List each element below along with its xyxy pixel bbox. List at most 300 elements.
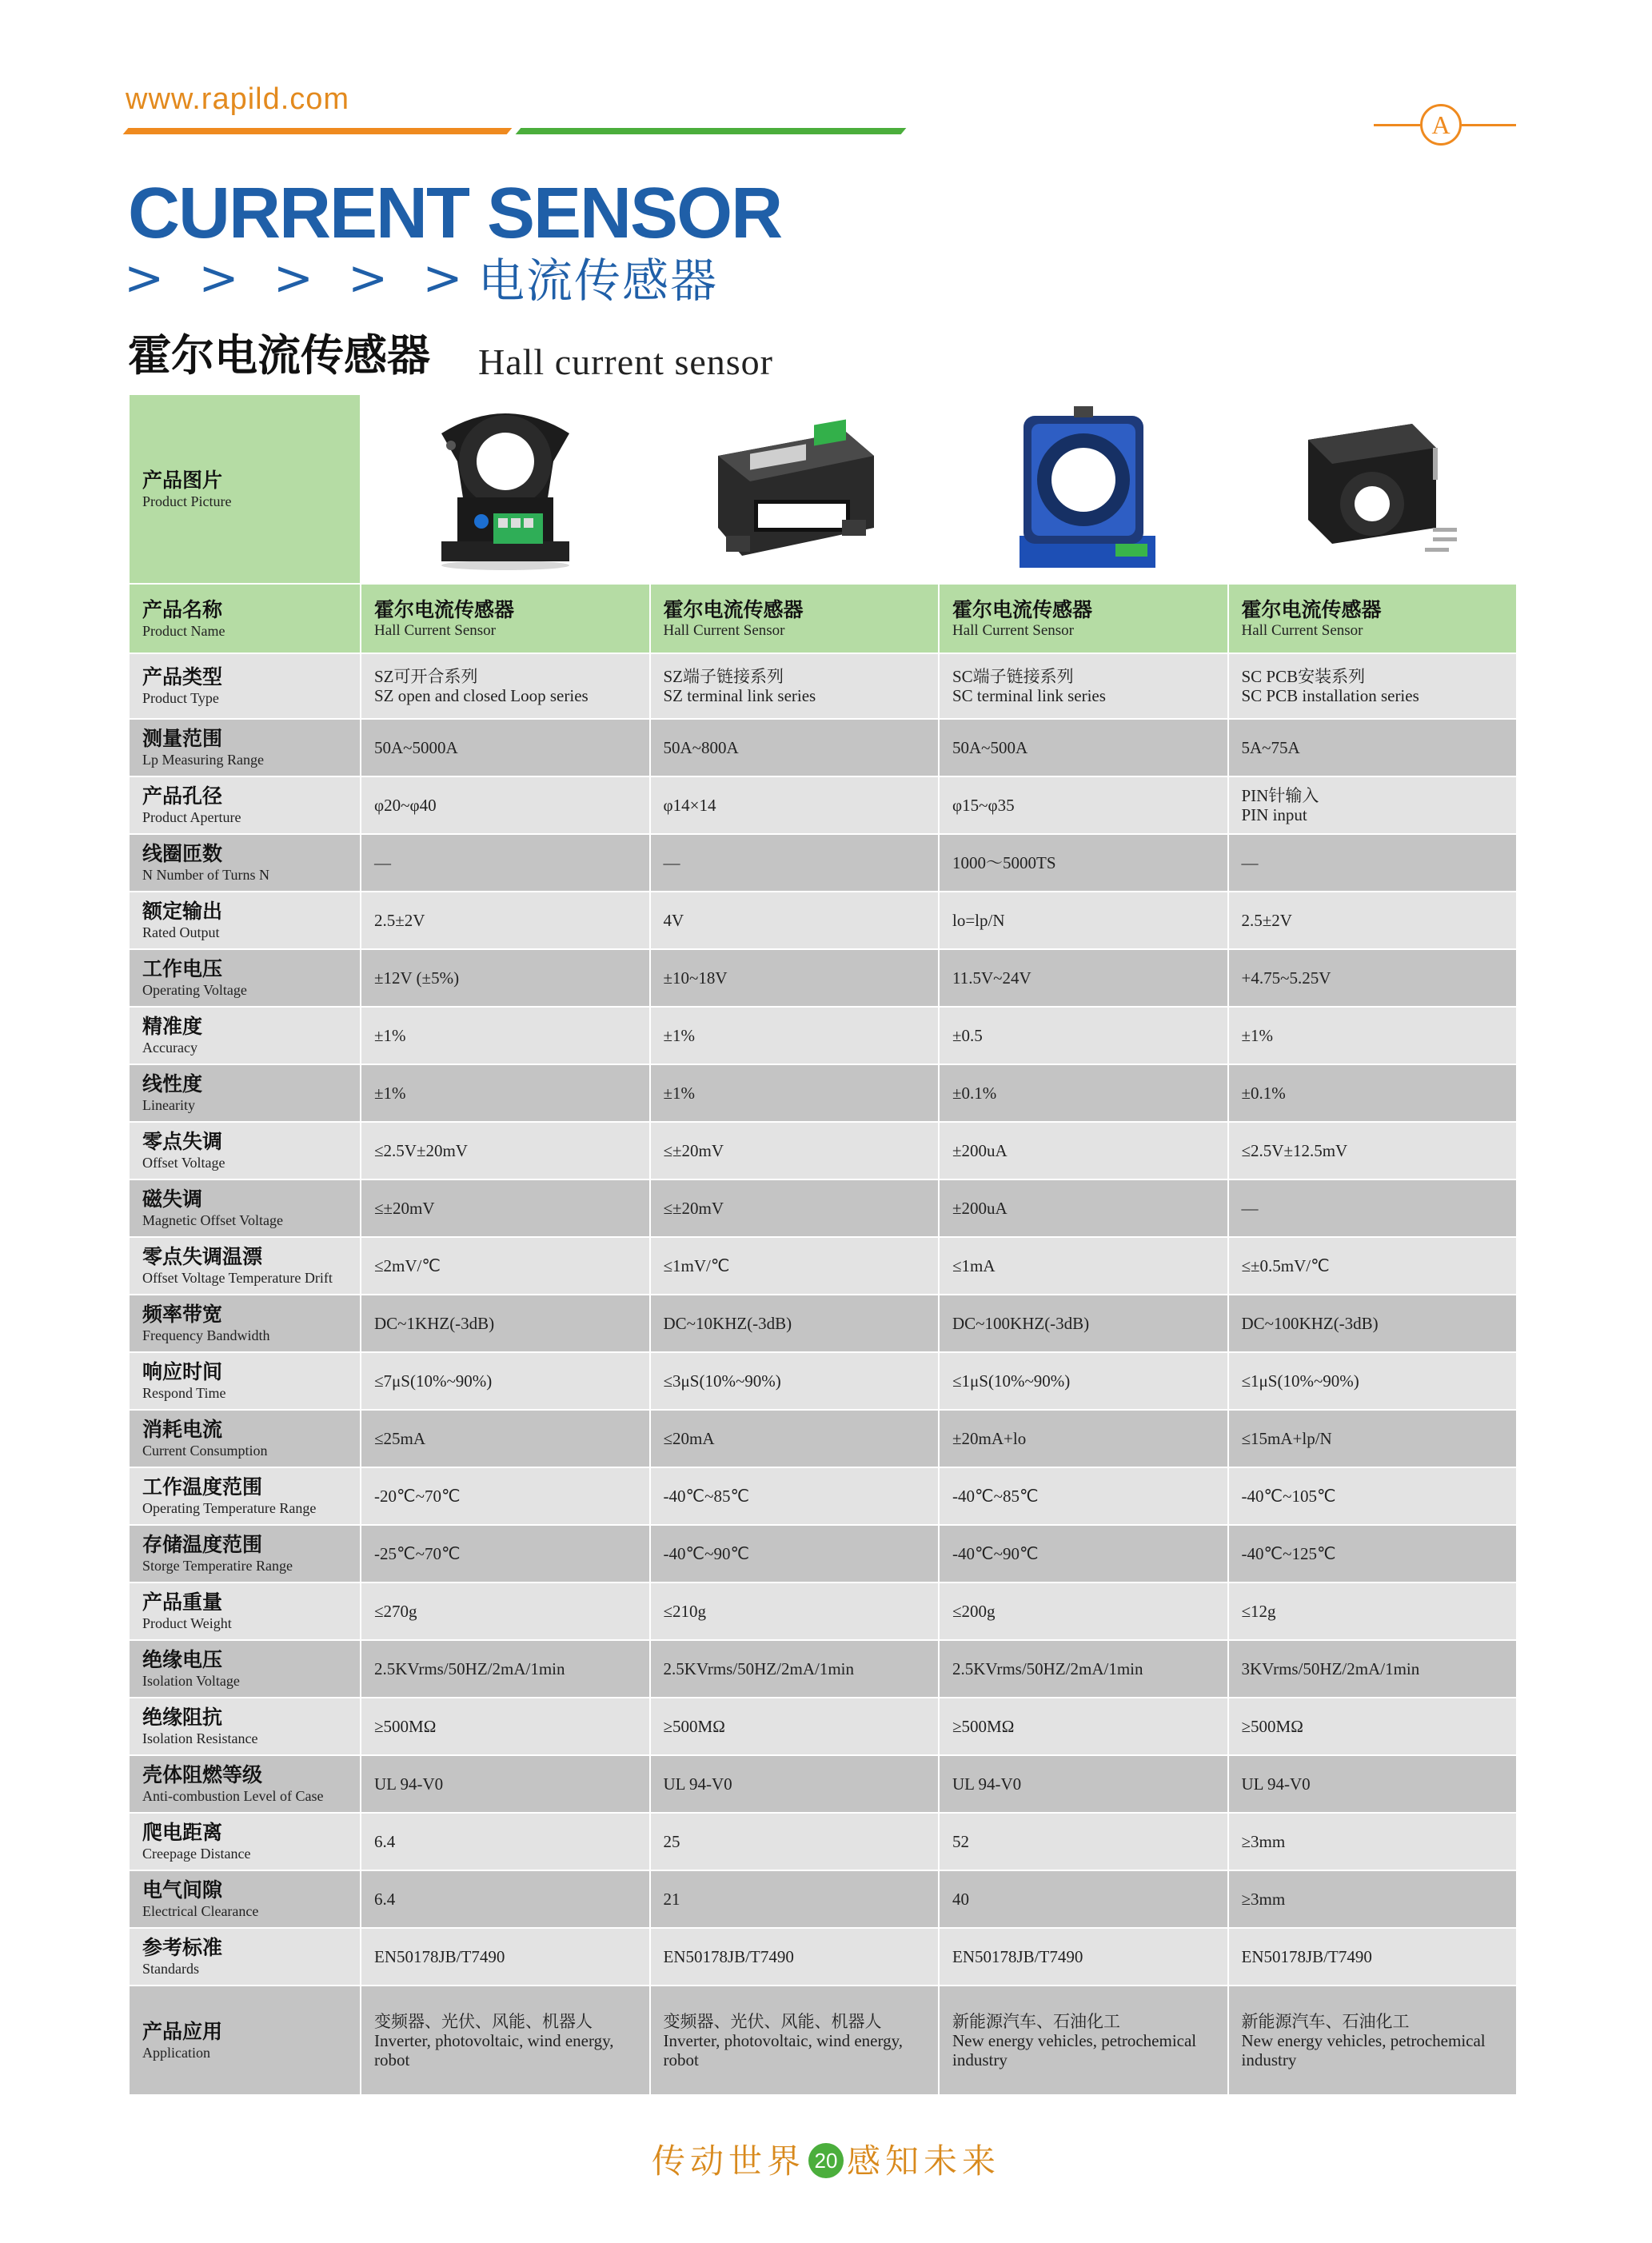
cell-value: ≥500MΩ — [1241, 1717, 1303, 1736]
blue-loop-sensor-image — [1004, 400, 1163, 576]
cell-value: ±1% — [1241, 1026, 1274, 1045]
cell-value: EN50178JB/T7490 — [952, 1947, 1083, 1966]
cell-value: ±10~18V — [663, 968, 728, 988]
cell-value: ≤±0.5mV/℃ — [1241, 1256, 1330, 1275]
cell-value: SC端子链接系列 — [952, 667, 1074, 686]
cell-value: UL 94-V0 — [1241, 1774, 1311, 1794]
section-subtitle-cn: 霍尔电流传感器 — [128, 330, 430, 381]
row-label-en: Product Type — [142, 690, 219, 706]
row-label-en: Magnetic Offset Voltage — [142, 1212, 283, 1228]
cell-value: 2.5KVrms/50HZ/2mA/1min — [374, 1659, 565, 1678]
table-cell — [650, 1525, 940, 1582]
table-row — [129, 1525, 1517, 1582]
product-picture-2 — [650, 394, 940, 584]
cell-value: SZ open and closed Loop series — [374, 686, 589, 705]
cell-value: ≤15mA+lp/N — [1241, 1429, 1332, 1448]
cell-value: ≥3mm — [1241, 1832, 1286, 1851]
table-cell — [1228, 653, 1518, 719]
section-line-right — [1462, 124, 1516, 126]
row-label — [129, 1122, 361, 1179]
row-label — [129, 1295, 361, 1352]
table-cell — [1228, 1064, 1518, 1122]
table-row — [129, 1870, 1517, 1928]
cell-value: ±0.1% — [952, 1084, 997, 1103]
cell-value: SZ可开合系列 — [374, 667, 478, 686]
table-cell — [939, 1179, 1228, 1237]
cell-value: ±12V (±5%) — [374, 968, 460, 988]
table-cell — [650, 892, 940, 949]
table-row — [129, 834, 1517, 892]
table-cell — [1228, 1582, 1518, 1640]
product-name-cell — [361, 584, 650, 653]
cell-value: — — [663, 853, 680, 872]
table-cell — [939, 1237, 1228, 1295]
product-name-cell — [650, 584, 940, 653]
table-cell — [650, 1755, 940, 1813]
cell-value: 1000～5000TS — [952, 853, 1056, 872]
cell-value: ≤210g — [663, 1602, 707, 1621]
table-cell — [361, 1122, 650, 1179]
row-label-en: Offset Voltage — [142, 1155, 225, 1171]
table-cell — [650, 1870, 940, 1928]
table-cell — [650, 1410, 940, 1467]
table-cell — [939, 834, 1228, 892]
cell-value: ≤7μS(10%~90%) — [374, 1371, 493, 1391]
row-label-en: Standards — [142, 1961, 199, 1977]
table-cell — [939, 1986, 1228, 2095]
row-label — [129, 892, 361, 949]
row-label-cn: 精准度 — [142, 1015, 203, 1038]
table-row — [129, 1295, 1517, 1352]
table-row — [129, 949, 1517, 1007]
split-core-sensor-image — [425, 401, 585, 573]
table-cell — [1228, 1122, 1518, 1179]
product-picture-1 — [361, 394, 650, 584]
table-cell — [361, 949, 650, 1007]
table-cell — [939, 1813, 1228, 1870]
page-title: CURRENT SENSOR — [128, 174, 782, 253]
table-cell — [1228, 776, 1518, 834]
cell-value: 4V — [663, 911, 684, 930]
header-divider-orange — [123, 128, 513, 134]
table-cell — [1228, 1352, 1518, 1410]
row-label — [129, 1698, 361, 1755]
row-label-cn: 磁失调 — [142, 1187, 203, 1211]
cell-value: ≤2mV/℃ — [374, 1256, 441, 1275]
product-name-cell — [1228, 584, 1518, 653]
table-cell — [650, 1295, 940, 1352]
cell-value: -40℃~85℃ — [663, 1487, 750, 1506]
table-cell — [361, 719, 650, 776]
row-label — [129, 653, 361, 719]
row-label-cn: 工作温度范围 — [142, 1475, 263, 1499]
table-cell — [650, 1813, 940, 1870]
table-cell — [361, 1755, 650, 1813]
cell-value: UL 94-V0 — [663, 1774, 732, 1794]
cell-value: Inverter, photovoltaic, wind energy, robot — [663, 2030, 903, 2069]
table-row — [129, 1582, 1517, 1640]
cell-value: ≤1μS(10%~90%) — [952, 1371, 1071, 1391]
row-label — [129, 776, 361, 834]
cell-value: -40℃~85℃ — [952, 1487, 1039, 1506]
cell-value: UL 94-V0 — [374, 1774, 444, 1794]
table-cell — [1228, 1467, 1518, 1525]
cell-value: 2.5±2V — [1241, 911, 1292, 930]
table-cell — [939, 719, 1228, 776]
table-row — [129, 719, 1517, 776]
cell-value: -40℃~90℃ — [952, 1544, 1039, 1563]
cell-value: SC PCB installation series — [1241, 686, 1419, 705]
table-row-picture — [129, 394, 1517, 584]
table-cell — [1228, 1295, 1518, 1352]
table-row-name — [129, 584, 1517, 653]
table-cell — [1228, 719, 1518, 776]
product-name-cn: 霍尔电流传感器 — [1241, 597, 1382, 621]
product-name-cn: 霍尔电流传感器 — [952, 597, 1093, 621]
table-cell — [939, 776, 1228, 834]
cell-value: ≤±20mV — [663, 1141, 724, 1160]
cell-value: ≤20mA — [663, 1429, 715, 1448]
table-cell — [939, 1295, 1228, 1352]
cell-value: 6.4 — [374, 1890, 396, 1909]
cell-value: DC~10KHZ(-3dB) — [663, 1314, 792, 1333]
table-cell — [939, 1640, 1228, 1698]
cell-value: 5A~75A — [1241, 738, 1300, 757]
header-divider-green — [516, 128, 907, 134]
cell-value: ±20mA+lo — [952, 1429, 1027, 1448]
cell-value: SC terminal link series — [952, 686, 1106, 705]
cell-value: ≤1mV/℃ — [663, 1256, 730, 1275]
row-label-cn: 产品图片 — [142, 468, 223, 492]
row-label — [129, 1870, 361, 1928]
row-label-en: Current Consumption — [142, 1443, 268, 1459]
row-label-cn: 工作电压 — [142, 957, 223, 980]
cell-value: New energy vehicles, petrochemical industry — [952, 2030, 1197, 2069]
table-cell — [1228, 1007, 1518, 1064]
row-label — [129, 1640, 361, 1698]
cell-value: SZ端子链接系列 — [663, 667, 784, 686]
cell-value: — — [374, 853, 391, 872]
cell-value: — — [1241, 853, 1259, 872]
row-label-en: Frequency Bandwidth — [142, 1327, 270, 1343]
table-cell — [361, 1525, 650, 1582]
table-cell — [939, 1122, 1228, 1179]
table-cell — [1228, 949, 1518, 1007]
table-cell — [939, 1582, 1228, 1640]
row-label — [129, 1755, 361, 1813]
row-label — [129, 1467, 361, 1525]
cell-value: +4.75~5.25V — [1241, 968, 1331, 988]
table-row — [129, 1410, 1517, 1467]
row-label — [129, 1986, 361, 2095]
product-name-cn: 霍尔电流传感器 — [663, 597, 804, 621]
table-cell — [939, 1410, 1228, 1467]
row-label-cn: 爬电距离 — [142, 1821, 223, 1844]
table-row — [129, 1813, 1517, 1870]
cell-value: ≤3μS(10%~90%) — [663, 1371, 781, 1391]
product-name-en: Hall Current Sensor — [663, 621, 785, 639]
page-number: 20 — [808, 2143, 844, 2178]
table-cell — [650, 776, 940, 834]
table-row — [129, 653, 1517, 719]
cell-value: UL 94-V0 — [952, 1774, 1022, 1794]
cell-value: ≤270g — [374, 1602, 417, 1621]
product-picture-4 — [1228, 394, 1518, 584]
table-cell — [939, 1352, 1228, 1410]
table-cell — [1228, 892, 1518, 949]
cell-value: ±0.5 — [952, 1026, 983, 1045]
cell-value: ≥3mm — [1241, 1890, 1286, 1909]
website-url: www.rapild.com — [126, 82, 350, 116]
cell-value: -40℃~90℃ — [663, 1544, 750, 1563]
table-cell — [361, 1410, 650, 1467]
product-name-en: Hall Current Sensor — [952, 621, 1074, 639]
cell-value: lo=lp/N — [952, 911, 1005, 930]
row-label — [129, 1813, 361, 1870]
table-cell — [361, 834, 650, 892]
row-label-cn: 壳体阻燃等级 — [142, 1763, 263, 1786]
cell-value: SZ terminal link series — [663, 686, 816, 705]
table-cell — [939, 892, 1228, 949]
row-label — [129, 394, 361, 584]
table-cell — [1228, 1928, 1518, 1986]
row-label-en: Operating Voltage — [142, 982, 247, 998]
table-cell — [939, 1870, 1228, 1928]
cell-value: ≤2.5V±20mV — [374, 1141, 468, 1160]
section-subtitle-en: Hall current sensor — [478, 341, 773, 382]
row-label-en: Respond Time — [142, 1385, 226, 1401]
row-label — [129, 1352, 361, 1410]
table-cell — [650, 653, 940, 719]
row-label-cn: 绝缘电压 — [142, 1648, 223, 1671]
table-cell — [361, 1870, 650, 1928]
page-title-cn: 电流传感器 — [478, 253, 719, 308]
table-cell — [650, 1986, 940, 2095]
row-label — [129, 949, 361, 1007]
table-row — [129, 1640, 1517, 1698]
cell-value: DC~100KHZ(-3dB) — [1241, 1314, 1379, 1333]
row-label — [129, 1525, 361, 1582]
table-row — [129, 1007, 1517, 1064]
table-cell — [939, 653, 1228, 719]
cell-value: PIN针输入 — [1241, 786, 1319, 805]
row-label-cn: 响应时间 — [142, 1360, 223, 1383]
row-label — [129, 584, 361, 653]
row-label-en: Storge Temperatire Range — [142, 1558, 293, 1574]
cell-value: ±1% — [374, 1026, 406, 1045]
table-cell — [361, 892, 650, 949]
row-label — [129, 1582, 361, 1640]
row-label-cn: 产品名称 — [142, 597, 223, 621]
table-cell — [650, 1064, 940, 1122]
row-label-en: Product Weight — [142, 1615, 232, 1631]
table-row — [129, 1179, 1517, 1237]
row-label-en: Anti-combustion Level of Case — [142, 1788, 324, 1804]
table-cell — [939, 1525, 1228, 1582]
table-cell — [361, 1007, 650, 1064]
row-label-cn: 消耗电流 — [142, 1418, 223, 1441]
row-label-cn: 零点失调温漂 — [142, 1245, 263, 1268]
cell-value: 40 — [952, 1890, 969, 1909]
cell-value: ≤25mA — [374, 1429, 426, 1448]
cell-value: 25 — [663, 1832, 680, 1851]
row-label-cn: 频率带宽 — [142, 1303, 223, 1326]
cell-value: 2.5KVrms/50HZ/2mA/1min — [663, 1659, 854, 1678]
table-cell — [361, 1582, 650, 1640]
row-label-en: Isolation Voltage — [142, 1673, 240, 1689]
table-cell — [650, 719, 940, 776]
table-cell — [1228, 1410, 1518, 1467]
table-cell — [939, 949, 1228, 1007]
table-cell — [650, 1928, 940, 1986]
cell-value: 21 — [663, 1890, 680, 1909]
cell-value: 50A~5000A — [374, 738, 458, 757]
cell-value: -20℃~70℃ — [374, 1487, 461, 1506]
cell-value: 变频器、光伏、风能、机器人 — [663, 2011, 882, 2031]
table-cell — [1228, 1986, 1518, 2095]
table-row — [129, 892, 1517, 949]
row-label-cn: 产品孔径 — [142, 784, 223, 808]
table-cell — [361, 1813, 650, 1870]
chevron-arrows-icon: > > > > > — [124, 250, 473, 306]
cell-value: ±1% — [663, 1026, 696, 1045]
cell-value: 52 — [952, 1832, 969, 1851]
table-cell — [939, 1007, 1228, 1064]
table-cell — [1228, 1698, 1518, 1755]
table-cell — [939, 1755, 1228, 1813]
cell-value: ≤±20mV — [663, 1199, 724, 1218]
cell-value: EN50178JB/T7490 — [374, 1947, 505, 1966]
cell-value: ±200uA — [952, 1141, 1008, 1160]
table-cell — [361, 1237, 650, 1295]
row-label-en: N Number of Turns N — [142, 867, 270, 883]
cell-value: New energy vehicles, petrochemical industry — [1241, 2030, 1486, 2069]
row-label-cn: 测量范围 — [142, 727, 223, 750]
table-cell — [1228, 1525, 1518, 1582]
cell-value: 新能源汽车、石油化工 — [952, 2011, 1120, 2031]
cell-value: ≥500MΩ — [663, 1717, 725, 1736]
cell-value: 50A~500A — [952, 738, 1028, 757]
table-cell — [650, 949, 940, 1007]
cell-value: ≤1mA — [952, 1256, 996, 1275]
table-cell — [939, 1698, 1228, 1755]
cell-value: PIN input — [1241, 805, 1307, 824]
cell-value: ±0.1% — [1241, 1084, 1286, 1103]
row-label — [129, 1410, 361, 1467]
row-label-cn: 零点失调 — [142, 1130, 223, 1153]
table-cell — [1228, 1813, 1518, 1870]
cell-value: DC~100KHZ(-3dB) — [952, 1314, 1090, 1333]
table-cell — [361, 1352, 650, 1410]
row-label-cn: 线性度 — [142, 1072, 203, 1096]
cell-value: — — [1241, 1199, 1259, 1218]
table-cell — [361, 653, 650, 719]
section-line-left — [1374, 124, 1420, 126]
row-label-cn: 线圈匝数 — [142, 842, 223, 865]
row-label-en: Linearity — [142, 1097, 195, 1113]
row-label-en: Application — [142, 2044, 210, 2061]
cell-value: 2.5±2V — [374, 911, 425, 930]
row-label-cn: 存储温度范围 — [142, 1533, 263, 1556]
row-label-en: Lp Measuring Range — [142, 752, 264, 768]
cell-value: 6.4 — [374, 1832, 396, 1851]
table-row — [129, 1986, 1517, 2095]
row-label-cn: 产品类型 — [142, 665, 223, 688]
cell-value: ≤1μS(10%~90%) — [1241, 1371, 1359, 1391]
cell-value: φ20~φ40 — [374, 796, 437, 815]
table-cell — [361, 1640, 650, 1698]
table-cell — [939, 1928, 1228, 1986]
table-cell — [361, 1064, 650, 1122]
table-cell — [361, 1928, 650, 1986]
table-cell — [650, 834, 940, 892]
table-cell — [1228, 834, 1518, 892]
cell-value: EN50178JB/T7490 — [1241, 1947, 1372, 1966]
product-name-en: Hall Current Sensor — [374, 621, 496, 639]
cell-value: -40℃~125℃ — [1241, 1544, 1336, 1563]
row-label-en: Rated Output — [142, 924, 220, 940]
footer-slogan — [0, 2135, 1652, 2185]
table-cell — [361, 1295, 650, 1352]
cell-value: φ14×14 — [663, 796, 716, 815]
footer-slogan-right: 感知未来 — [847, 2141, 1001, 2181]
table-cell — [361, 1986, 650, 2095]
cell-value: φ15~φ35 — [952, 796, 1015, 815]
table-cell — [1228, 1870, 1518, 1928]
cell-value: -40℃~105℃ — [1241, 1487, 1336, 1506]
row-label — [129, 834, 361, 892]
table-cell — [1228, 1640, 1518, 1698]
table-row — [129, 1352, 1517, 1410]
table-cell — [939, 1064, 1228, 1122]
table-cell — [650, 1122, 940, 1179]
cell-value: ±1% — [374, 1084, 406, 1103]
row-label-cn: 电气间隙 — [142, 1878, 223, 1902]
product-name-cell — [939, 584, 1228, 653]
row-label-cn: 绝缘阻抗 — [142, 1706, 223, 1729]
table-row — [129, 1467, 1517, 1525]
table-cell — [1228, 1755, 1518, 1813]
row-label-cn: 产品应用 — [142, 2019, 223, 2043]
footer-slogan-left: 传动世界 — [651, 2141, 805, 2181]
cell-value: 新能源汽车、石油化工 — [1241, 2011, 1410, 2031]
table-row — [129, 1237, 1517, 1295]
product-name-cn: 霍尔电流传感器 — [374, 597, 515, 621]
row-label — [129, 1064, 361, 1122]
cell-value: ≥500MΩ — [374, 1717, 437, 1736]
table-cell — [650, 1179, 940, 1237]
row-label — [129, 719, 361, 776]
table-row — [129, 1122, 1517, 1179]
row-label-en: Creepage Distance — [142, 1846, 251, 1862]
cell-value: 50A~800A — [663, 738, 739, 757]
cell-value: ≤200g — [952, 1602, 996, 1621]
table-cell — [361, 776, 650, 834]
row-label-en: Electrical Clearance — [142, 1903, 259, 1919]
table-row — [129, 1928, 1517, 1986]
table-row — [129, 1064, 1517, 1122]
table-cell — [650, 1698, 940, 1755]
product-picture-3 — [939, 394, 1228, 584]
row-label — [129, 1007, 361, 1064]
row-label-en: Product Picture — [142, 493, 232, 509]
table-cell — [650, 1237, 940, 1295]
row-label — [129, 1237, 361, 1295]
cell-value: ±1% — [663, 1084, 696, 1103]
row-label-cn: 额定输出 — [142, 900, 223, 923]
cell-value: ≤12g — [1241, 1602, 1276, 1621]
row-label-en: Offset Voltage Temperature Drift — [142, 1270, 333, 1286]
